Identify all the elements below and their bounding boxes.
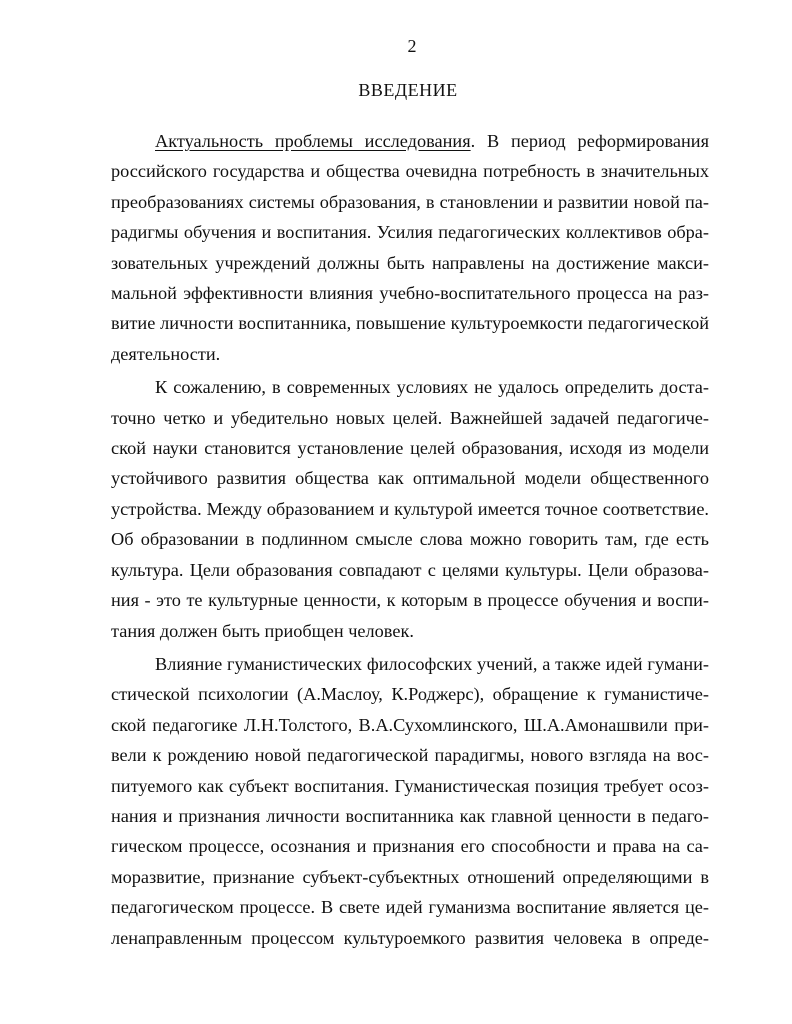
paragraph-line: зовательных учреждений должны быть направлены на достижение макси- <box>111 252 709 273</box>
paragraph-line: Влияние гуманистических философских учений, а также идей гумани- <box>155 653 709 674</box>
paragraph-line: устройства. Между образованием и культурой имеется точное соответствие. <box>111 498 709 519</box>
paragraph-line: Актуальность проблемы исследования. В период реформирования <box>155 131 709 151</box>
paragraph-line: педагогическом процессе. В свете идей гуманизма воспитание является це- <box>111 897 709 918</box>
paragraph-line: ской науки становится установление целей образования, исходя из модели <box>111 438 709 459</box>
paragraph-humanism <box>111 649 709 953</box>
paragraph-line: моразвитие, признание субъект-субъектных отношений определяющими в <box>111 866 709 887</box>
section-heading: ВВЕДЕНИЕ <box>358 80 458 100</box>
paragraph-line: стической психологии (А.Маслоу, К.Роджерс), обращение к гуманистиче- <box>111 684 709 705</box>
paragraph-line: вели к рождению новой педагогической парадигмы, нового взгляда на вос- <box>111 745 709 766</box>
paragraph-line: витие личности воспитанника, повышение культуроемкости педагогической <box>111 313 709 334</box>
relevance-lead-phrase: Актуальность проблемы исследования <box>155 131 471 151</box>
paragraph-line: тания должен быть приобщен человек. <box>111 620 414 641</box>
paragraph-line: преобразованиях системы образования, в становлении и развитии новой па- <box>111 191 709 212</box>
paragraph-line: российского государства и общества очевидна потребность в значительных <box>111 161 709 182</box>
paragraph-line: ской педагогике Л.Н.Толстого, В.А.Сухомлинского, Ш.А.Амонашвили при- <box>111 714 709 735</box>
paragraph-line: нания и признания личности воспитанника как главной ценности в педаго- <box>111 805 709 826</box>
paragraph-line: мальной эффективности влияния учебно-воспитательного процесса на раз- <box>111 283 709 304</box>
paragraph-line: Об образовании в подлинном смысле слова можно говорить там, где есть <box>111 529 709 550</box>
paragraph-line: радигмы обучения и воспитания. Усилия педагогических коллективов обра- <box>111 222 709 243</box>
paragraph-line: питуемого как субъект воспитания. Гуманистическая позиция требует осоз- <box>111 775 709 796</box>
paragraph-relevance <box>111 126 709 369</box>
page-number: 2 <box>407 36 417 56</box>
paragraph-line: культура. Цели образования совпадают с целями культуры. Цели образова- <box>111 559 709 580</box>
paragraph-line: деятельности. <box>111 343 221 364</box>
body-text <box>111 126 709 953</box>
paragraph-goals <box>111 372 709 646</box>
paragraph-line: точно четко и убедительно новых целей. Важнейшей задачей педагогиче- <box>111 407 709 428</box>
paragraph-line: ния - это те культурные ценности, к которым в процессе обучения и воспи- <box>111 590 709 611</box>
paragraph-line: К сожалению, в современных условиях не удалось определить доста- <box>155 377 709 398</box>
paragraph-line: ленаправленным процессом культуроемкого развития человека в опреде- <box>111 927 709 948</box>
paragraph-line: устойчивого развития общества как оптимальной модели общественного <box>111 468 709 489</box>
paragraph-line: гическом процессе, осознания и признания его способности и права на са- <box>111 836 709 857</box>
